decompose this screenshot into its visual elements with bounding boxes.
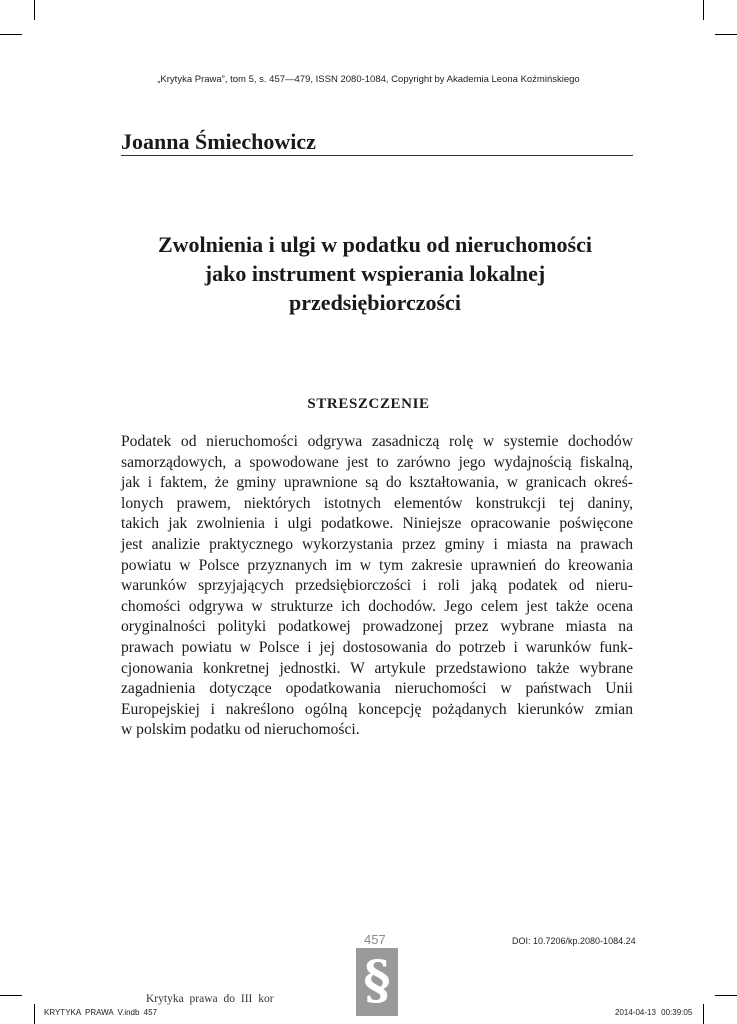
crop-mark bbox=[34, 0, 35, 20]
print-slug: Krytyka prawa do III kor bbox=[146, 993, 274, 1005]
abstract-line: jak i faktem, że gminy uprawnione są do kształtowania, w granicach okreś- bbox=[121, 474, 633, 492]
title-line: jako instrument wspierania lokalnej bbox=[204, 261, 546, 286]
abstract-line: cjonowania konkretnej jednostki. W artykule przedstawiono także wybrane bbox=[121, 659, 633, 677]
doi-label: DOI: 10.7206/kp.2080-1084.24 bbox=[512, 936, 636, 946]
abstract-line: powiatu w Polsce przyznanych im w tym zakresie uprawnień do kreowania bbox=[121, 556, 633, 574]
crop-mark bbox=[703, 1004, 704, 1024]
abstract-line: jest analizie praktycznego wykorzystania przez gminy i miasta na prawach bbox=[121, 535, 633, 553]
abstract-line: samorządowych, a spowodowane jest to zarówno jego wydajnością fiskalną, bbox=[121, 453, 633, 471]
abstract-line: oryginalności polityki podatkowej prowadzonej przez wybrane miasta na bbox=[121, 618, 633, 636]
crop-mark bbox=[34, 1004, 35, 1024]
page-number: 457 bbox=[364, 932, 386, 947]
abstract-line: warunków sprzyjających przedsiębiorczości i roli jaką podatek od nieru- bbox=[121, 577, 633, 595]
section-mark-icon: § bbox=[356, 948, 398, 1016]
abstract-line: chomości odgrywa w strukturze ich dochodów. Jego celem jest także ocena bbox=[121, 597, 633, 615]
article-title bbox=[90, 230, 660, 317]
abstract-body bbox=[121, 432, 633, 741]
indd-filename: KRYTYKA PRAWA V.indb 457 bbox=[44, 1008, 158, 1017]
crop-mark bbox=[715, 995, 737, 996]
author-name: Joanna Śmiechowicz bbox=[121, 129, 316, 154]
abstract-line: takich jak zwolnienia i ulgi podatkowe. Niniejsze opracowanie poświęcone bbox=[121, 515, 633, 533]
abstract-line: Podatek od nieruchomości odgrywa zasadniczą rolę w systemie dochodów bbox=[121, 433, 633, 450]
print-timestamp: 2014-04-13 00:39:05 bbox=[615, 1008, 693, 1017]
title-line: przedsiębiorczości bbox=[289, 290, 461, 315]
abstract-heading: STRESZCZENIE bbox=[307, 396, 430, 412]
crop-mark bbox=[715, 34, 737, 35]
abstract-line: Europejskiej i nakreślono ogólną koncepcję pożądanych kierunków zmian bbox=[121, 700, 633, 718]
abstract-line: prawach powiatu w Polsce i jej dostosowania do potrzeb i warunków funk- bbox=[121, 638, 633, 656]
title-line: Zwolnienia i ulgi w podatku od nieruchomości bbox=[158, 232, 592, 257]
crop-mark bbox=[0, 34, 22, 35]
abstract-line: w polskim podatku od nieruchomości. bbox=[121, 721, 360, 739]
author-divider bbox=[121, 155, 633, 156]
running-head: „Krytyka Prawa”, tom 5, s. 457—479, ISSN 2080-1084, Copyright by Akademia Leona Koźmińskiego bbox=[157, 74, 580, 85]
abstract-line: lonych prawem, niektórych istotnych elementów konstrukcji tej daniny, bbox=[121, 494, 633, 512]
abstract-line: zagadnienia dotyczące opodatkowania nieruchomości w państwach Unii bbox=[121, 680, 633, 698]
crop-mark bbox=[703, 0, 704, 20]
crop-mark bbox=[0, 995, 22, 996]
